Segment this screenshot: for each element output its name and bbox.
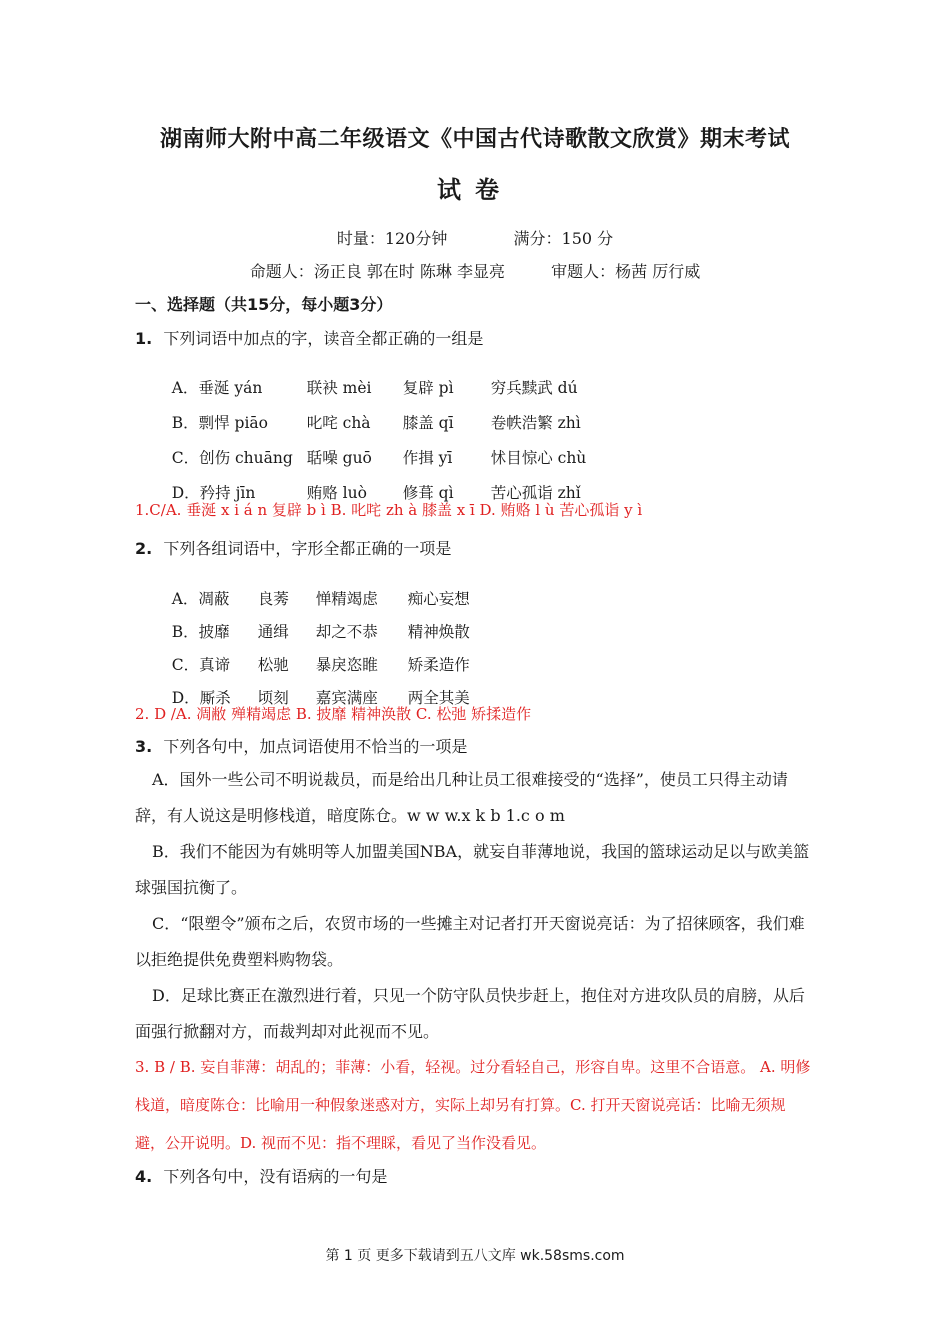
option-word: 叱咤 chà xyxy=(306,414,371,432)
option-word: B．剽悍 piāo xyxy=(171,414,268,432)
option-word: B．披靡 xyxy=(171,623,230,641)
exam-authors-line xyxy=(0,259,950,282)
exam-authors: 命题人：汤正良 郭在时 陈琳 李显亮 xyxy=(249,262,505,281)
q3-option-d: D．足球比赛正在激烈进行着，只见一个防守队员快步赶上，抱住对方进攻队员的肩膀，从后面强行掀翻对方，而裁判却对此视而不见。 xyxy=(135,986,805,1041)
option-word: 惮精竭虑 xyxy=(315,590,378,608)
option-word: 顷刻 xyxy=(257,689,289,707)
option-word: 修葺 qì xyxy=(402,484,454,502)
option-word: C．真谛 xyxy=(171,656,231,674)
exam-score: 满分：150 分 xyxy=(513,229,614,248)
option-word: D．矜持 jīn xyxy=(171,484,256,502)
option-word: 膝盖 qī xyxy=(402,414,454,432)
option-word: 良莠 xyxy=(257,590,289,608)
q3-answer: 3. B / B. 妄自菲薄：胡乱的；菲薄：小看，轻视。过分看轻自己，形容自卑。这里不合语意。 A. 明修栈道，暗度陈仓：比喻用一种假象迷惑对方，实际上却另有打算。C. 打开天窗说亮话：比喻无须规避，公开说明。D. 视而不见：指不理睬，看见了当作没看见。 xyxy=(135,1058,811,1152)
option-word: 通缉 xyxy=(257,623,289,641)
question-1 xyxy=(135,326,483,349)
option-word: C．创伤 chuāng xyxy=(171,449,293,467)
option-word: 两全其美 xyxy=(407,689,470,707)
option-word: 苦心孤诣 zhǐ xyxy=(490,484,581,502)
q2-answer: 2. D /A. 凋敝 殚精竭虑 B. 披靡 精神涣散 C. 松弛 矫揉造作 xyxy=(135,705,532,723)
option-word: 贿赂 luò xyxy=(306,484,367,502)
q3-option-c: C．“限塑令”颁布之后，农贸市场的一些摊主对记者打开天窗说亮话：为了招徕顾客，我们难以拒绝提供免费塑料购物袋。 xyxy=(135,914,805,969)
option-word: D．厮杀 xyxy=(171,689,231,707)
exam-title: 湖南师大附中高二年级语文《中国古代诗歌散文欣赏》期末考试 xyxy=(159,127,790,152)
option-word: 却之不恭 xyxy=(315,623,378,641)
question-number: 1. xyxy=(135,329,153,348)
option-word: 精神焕散 xyxy=(407,623,470,641)
question-number: 4. xyxy=(135,1167,153,1186)
option-word: 卷帙浩繁 zhì xyxy=(490,414,581,432)
option-word: 怵目惊心 chù xyxy=(490,449,587,467)
question-stem: 下列各句中，加点词语使用不恰当的一项是 xyxy=(163,737,468,756)
question-number: 3. xyxy=(135,737,153,756)
option-word: 作揖 yī xyxy=(402,449,453,467)
option-word: 矫柔造作 xyxy=(407,656,470,674)
question-stem: 下列各组词语中，字形全都正确的一项是 xyxy=(163,539,452,558)
option-word: 嘉宾满座 xyxy=(315,689,378,707)
question-stem: 下列词语中加点的字，读音全都正确的一组是 xyxy=(163,329,484,348)
section-heading: 一、选择题（共15分，每小题3分） xyxy=(135,295,393,314)
option-word: 联袂 mèi xyxy=(306,379,372,397)
option-word: A．凋蔽 xyxy=(171,590,230,608)
exam-time: 时量：120分钟 xyxy=(336,229,448,248)
q3-option-b: B．我们不能因为有姚明等人加盟美国NBA，就妄自菲薄地说，我国的篮球运动足以与欧美篮球强国抗衡了。 xyxy=(135,842,810,897)
q1-answer: 1.C/A. 垂涎 x i á n 复辟 b ì B. 叱咤 zh à 膝盖 x ī D. 贿赂 l ù 苦心孤诣 y ì xyxy=(135,501,643,519)
question-number: 2. xyxy=(135,539,153,558)
question-stem: 下列各句中，没有语病的一句是 xyxy=(163,1167,388,1186)
option-word: 松驰 xyxy=(257,656,289,674)
q3-option-a: A．国外一些公司不明说裁员，而是给出几种让员工很难接受的“选择”，使员工只得主动请辞，有人说这是明修栈道，暗度陈仓。w w w.x k b 1.c o m xyxy=(135,770,788,825)
exam-reviewers: 审题人：杨茜 厉行威 xyxy=(551,262,701,281)
exam-subtitle: 试卷 xyxy=(437,176,513,204)
option-word: 聒噪 guō xyxy=(306,449,372,467)
option-word: 痴心妄想 xyxy=(407,590,470,608)
exam-time-score xyxy=(0,226,950,249)
option-word: A．垂涎 yán xyxy=(171,379,263,397)
question-2 xyxy=(135,536,451,559)
option-word: 暴戾恣睢 xyxy=(315,656,378,674)
option-word: 复辟 pì xyxy=(402,379,454,397)
question-4 xyxy=(135,1164,387,1187)
question-3 xyxy=(135,734,467,757)
page-footer: 第 1 页 更多下载请到五八文库 wk.58sms.com xyxy=(325,1248,625,1264)
option-word: 穷兵黩武 dú xyxy=(490,379,578,397)
